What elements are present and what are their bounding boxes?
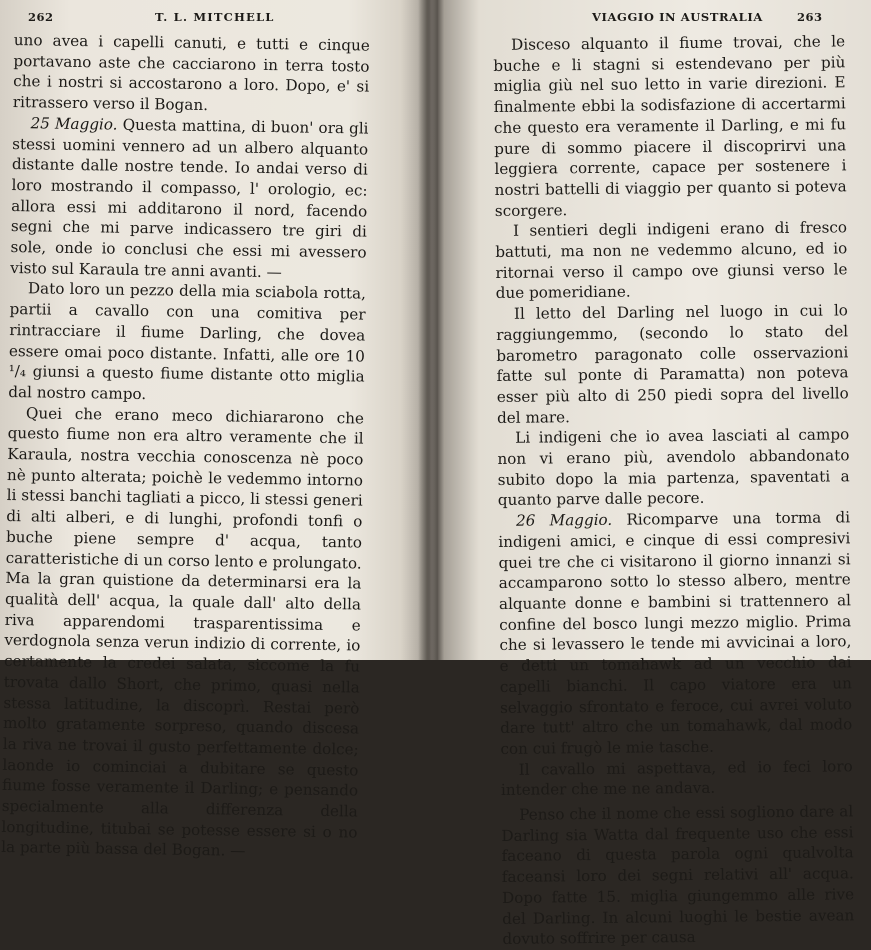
paragraph: I sentieri degli indigeni erano di fresco battuti, ma non ne vedemmo alcuno, ed io ritornai verso il campo ove giunsi verso le due pomeridiane. [495,218,848,303]
running-head: VIAGGIO IN AUSTRALIA [592,10,763,24]
paragraph: Quei che erano meco dichiararono che questo fiume non era altro veramente che il Karaula, nostra vecchia conoscenza nè poco nè punto alterata; poichè le vedemmo intorno li stessi banchi tagliati a picco, li stessi generi di alti alberi, e di lunghi, profondi tonfi o buche piene sempre d' acqua, tanto caratteristiche di un corso lento e prolungato. Ma la gran quistione da determinarsi era la qualità dell' acqua, la quale dall' alto della riva apparendomi trasparentissima e verdognola senza verun indizio di corrente, io certamente la credei salata, siccome la fu trovata dallo Short, che primo, quasi nella stessa latitudine, la discoprì. Restai però molto gratamente sorpreso, quando discesa la riva ne trovai il gusto perfettamente dolce; laonde io cominciai a dubitare se questo fiume fosse veramente il Darling; e pensando specialmente alla differenza della longitudine, titubai se potesse essere si o no la parte più bassa del Bogan. — [1,403,365,861]
paragraph: Li indigeni che io avea lasciati al campo non vi erano più, avendolo abbandonato subito dopo la mia partenza, spaventati a quanto parve dalle pecore. [497,425,850,510]
paragraph: uno avea i capelli canuti, e tutti e cinque portavano aste che cacciarono in terra tosto che i nostri si accostarono a loro. Dopo, e' si ritrassero verso il Bogan. [12,30,370,115]
running-head: T. L. MITCHELL [155,10,275,24]
paragraph: Penso che il nome che essi sogliono dare al Darling sia Watta dal frequente uso che essi faceano di questa parola ogni qualvolta faceansi loro dei segni relativi all' acqua. Dopo fatte 15. miglia giungemmo alle rive del Darling. In alcuni luoghi le bestie avean dovuto soffrire per causa [501,802,855,949]
page-number: 262 [28,10,54,24]
paragraph: 25 Maggio. Questa mattina, di buon' ora gli stessi uomini vennero ad un albero alquanto distante dalle nostre tende. Io andai verso di loro mostrando il compasso, l' orologio, ec: allora essi mi additarono il nord, facendo segni che mi parve indicassero tre giri di sole, onde io conclusi che essi mi avessero visto sul Karaula tre anni avanti. — [10,114,369,281]
paragraph: Il cavallo mi aspettava, ed io feci loro intender che me ne andava. [500,756,853,800]
date-label: 25 Maggio. [30,114,118,134]
left-page [0,0,425,861]
paragraph: Dato loro un pezzo della mia sciabola rotta, partii a cavallo con una comitiva per rintracciare il fiume Darling, che dovea essere omai poco distante. Infatti, alle ore 10 ¹/₄ giunsi a questo fiume distante otto miglia dal nostro campo. [8,279,367,404]
paragraph: 26 Maggio. Ricomparve una torma di indigeni amici, e cinque di essi compresivi quei tre che ci visitarono il giorno innanzi si accamparono sotto lo stesso albero, mentre alquante donne e bambini si trattennero al confine del bosco lungi mezzo miglio. Prima che si levassero le tende mi avvicinai a loro, e detti un tomahawk ad un vecchio dai capelli bianchi. Il capo viatore era un selvaggio sfrontato e feroce, cui avrei voluto dare tutt' altro che un tomahawk, dal modo con cui frugò le mie tasche. [498,508,853,758]
paragraph: Disceso alquanto il fiume trovai, che le buche e li stagni si estendevano per più miglia giù nel suo letto in varie direzioni. E finalmente ebbi la sodisfazione di accertarmi che questo era veramente il Darling, e mi fu pure di sommo piacere il discoprirvi una leggiera corrente, capace per sostenere i nostri battelli di viaggio per quanto si poteva scorgere. [493,32,847,220]
right-page [437,0,871,949]
page-body [493,31,855,950]
paragraph: Il letto del Darling nel luogo in cui lo raggiungemmo, (secondo lo stato del barometro paragonato colle osservazioni fatte sul ponte di Paramatta) non poteva esser più alto di 250 piedi sopra del livello del mare. [496,301,849,427]
page-number: 263 [797,10,823,24]
page-body [1,30,370,864]
date-label: 26 Maggio. [515,510,613,530]
book-gutter [418,0,438,660]
